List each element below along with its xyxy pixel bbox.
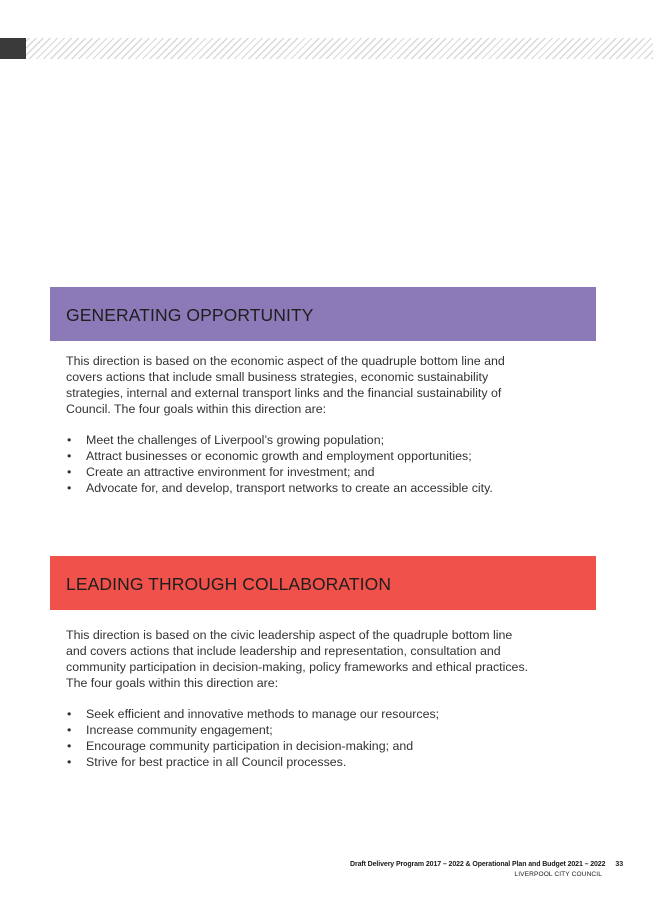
goal-item <box>66 722 536 738</box>
goal-text: Attract businesses or economic growth and employment opportunities; <box>86 449 472 463</box>
decorative-header-band <box>0 38 653 59</box>
section-intro: This direction is based on the economic aspect of the quadruple bottom line and covers actions that include small business strategies, economic sustainability strategies, internal and external transport links and the financial sustainability of Council. The four goals within this direction are: <box>66 354 505 416</box>
header-tab-marker <box>0 38 26 59</box>
bullet-icon: • <box>67 723 72 737</box>
goal-text: Encourage community participation in decision-making; and <box>86 739 414 753</box>
section-body-generating-opportunity <box>66 353 536 496</box>
goal-item <box>66 754 536 770</box>
goal-item <box>66 738 536 754</box>
page-number: 33 <box>615 861 623 868</box>
bullet-icon: • <box>67 481 72 495</box>
document-title: Draft Delivery Program 2017 – 2022 & Operational Plan and Budget 2021 – 2022 <box>349 861 606 868</box>
section-title: GENERATING OPPORTUNITY <box>66 304 314 325</box>
goal-text: Advocate for, and develop, transport networks to create an accessible city. <box>86 481 493 495</box>
bullet-icon: • <box>67 465 72 479</box>
page-footer <box>350 861 623 878</box>
goal-item <box>66 706 536 722</box>
section-header-generating-opportunity <box>50 287 596 341</box>
goal-item <box>66 480 536 496</box>
goal-item <box>66 464 536 480</box>
goal-text: Create an attractive environment for investment; and <box>86 465 375 479</box>
bullet-icon: • <box>67 433 72 447</box>
organisation-name: LIVERPOOL CITY COUNCIL <box>514 871 602 878</box>
goal-text: Increase community engagement; <box>86 723 273 737</box>
section-intro: This direction is based on the civic leadership aspect of the quadruple bottom line and covers actions that include leadership and representation, consultation and community participation in decision-making, policy frameworks and ethical practices. The four goals within this direction are: <box>66 628 529 690</box>
section-header-leading-through-collaboration <box>50 556 596 610</box>
section-title: LEADING THROUGH COLLABORATION <box>66 573 392 594</box>
goal-list <box>66 432 536 496</box>
bullet-icon: • <box>67 449 72 463</box>
goal-list <box>66 706 536 770</box>
goal-item <box>66 432 536 448</box>
section-body-leading-through-collaboration <box>66 627 536 770</box>
goal-text: Seek efficient and innovative methods to manage our resources; <box>86 707 440 721</box>
goal-text: Meet the challenges of Liverpool’s growing population; <box>86 433 385 447</box>
bullet-icon: • <box>67 755 72 769</box>
footer-title-line <box>350 861 623 868</box>
bullet-icon: • <box>67 707 72 721</box>
goal-text: Strive for best practice in all Council processes. <box>86 755 347 769</box>
goal-item <box>66 448 536 464</box>
bullet-icon: • <box>67 739 72 753</box>
